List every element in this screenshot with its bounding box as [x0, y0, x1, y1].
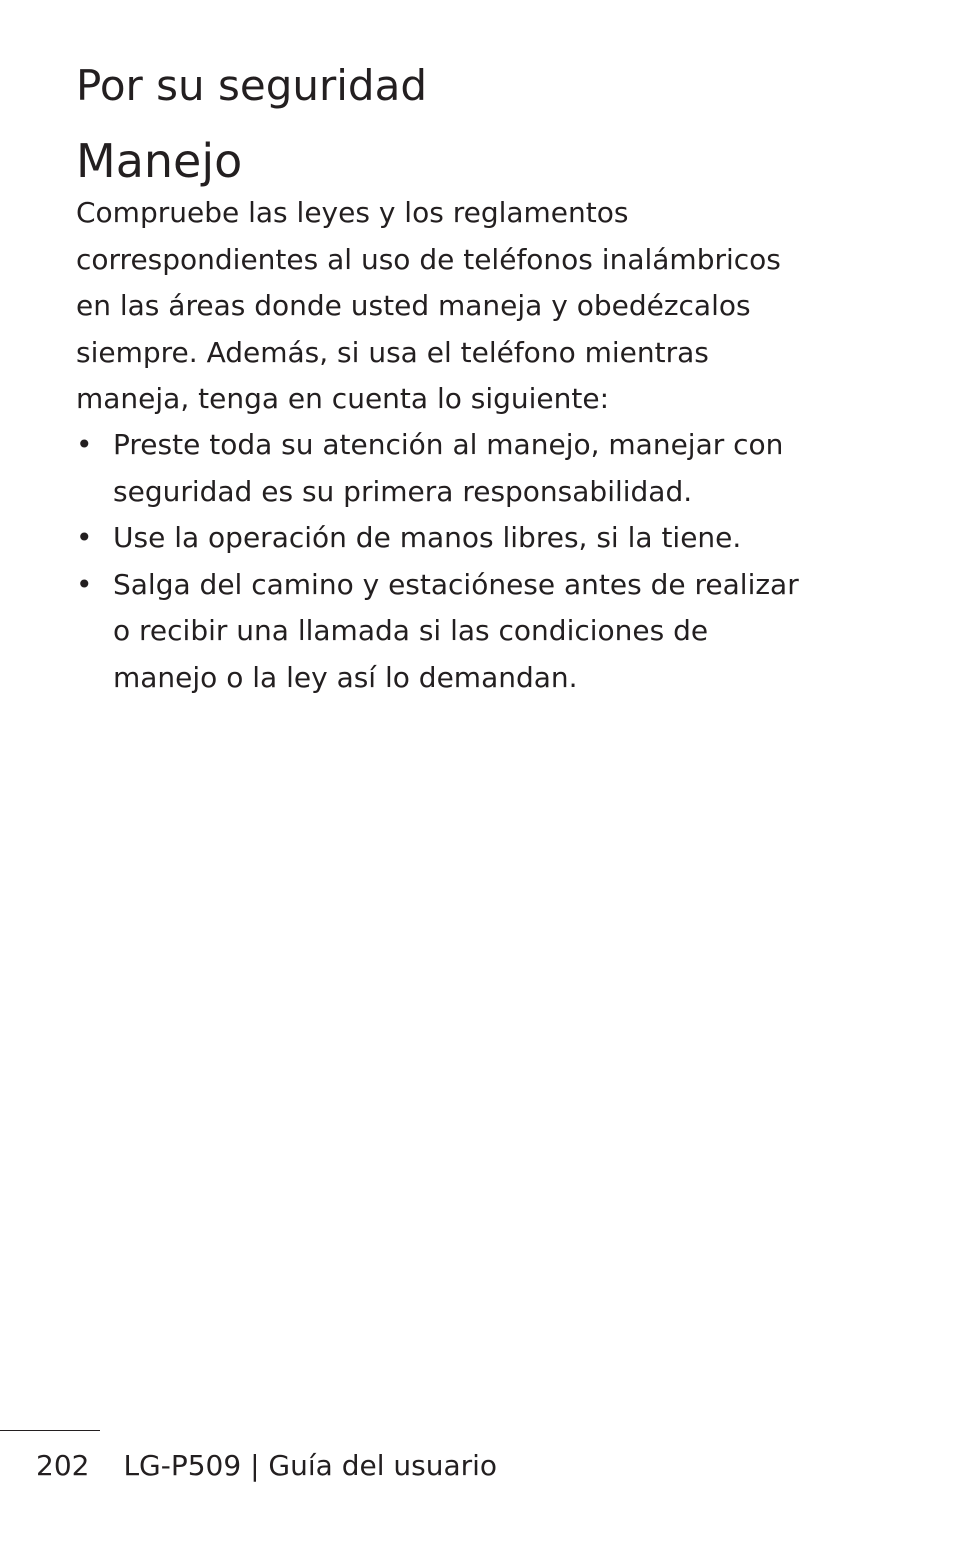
bullet-line: manejo o la ley así lo demandan. — [113, 660, 578, 694]
page-number: 202 — [36, 1449, 90, 1482]
bullet-line: Preste toda su atención al manejo, manejar con — [113, 428, 784, 461]
intro-line: Compruebe las leyes y los reglamentos — [76, 196, 629, 229]
intro-line: maneja, tenga en cuenta lo siguiente: — [76, 382, 610, 415]
intro-paragraph — [76, 190, 876, 423]
bullet-item — [76, 562, 896, 702]
bullet-icon: • — [76, 521, 93, 554]
intro-line: siempre. Además, si usa el teléfono mientras — [76, 335, 709, 369]
bullet-icon: • — [76, 428, 93, 461]
guide-label: LG-P509 | Guía del usuario — [123, 1449, 498, 1482]
subsection-title: Manejo — [76, 134, 243, 188]
intro-line: en las áreas donde usted maneja y obedézcalos — [76, 289, 751, 322]
footer-divider — [0, 1430, 100, 1431]
bullet-line: seguridad es su primera responsabilidad. — [113, 474, 693, 508]
bullet-line: Salga del camino y estaciónese antes de realizar — [113, 567, 799, 601]
intro-line: correspondientes al uso de teléfonos inalámbricos — [76, 242, 781, 276]
bullet-line: Use la operación de manos libres, si la tiene. — [113, 521, 742, 554]
bullet-item — [76, 422, 896, 515]
bullet-icon: • — [76, 567, 93, 601]
safety-bullet-list — [76, 422, 896, 701]
bullet-item — [76, 515, 896, 562]
page-footer — [36, 1444, 497, 1488]
section-title: Por su seguridad — [76, 61, 427, 110]
bullet-line: o recibir una llamada si las condiciones de — [113, 614, 709, 647]
